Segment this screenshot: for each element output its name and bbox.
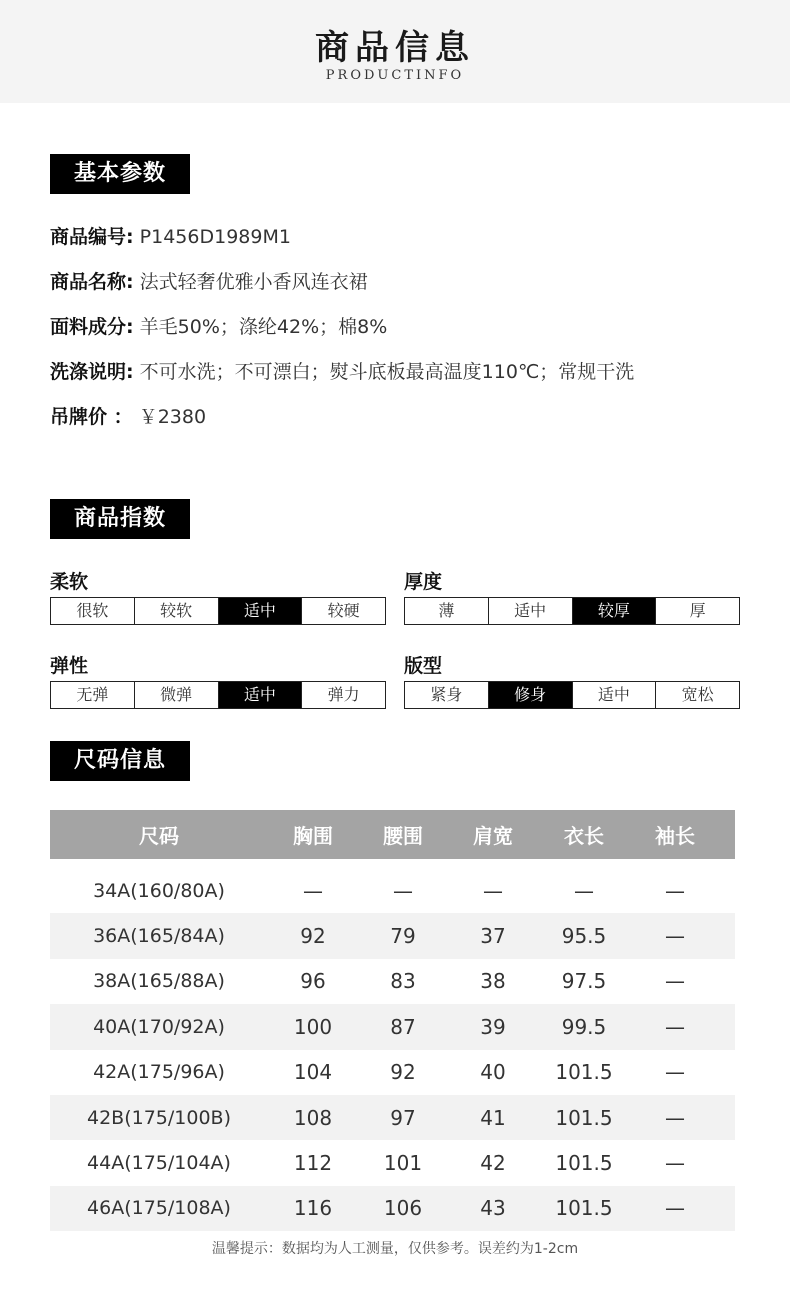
table-cell: 92 xyxy=(300,924,326,949)
section-title-basic: 基本参数 xyxy=(50,154,190,194)
table-cell: 39 xyxy=(480,1014,506,1039)
size-note: 温馨提示：数据均为人工测量，仅供参考。误差约为1-2cm xyxy=(211,1241,579,1257)
index-title-fit: 版型 xyxy=(404,655,443,677)
index-option: 适中 xyxy=(489,598,573,624)
table-cell: — xyxy=(665,1060,685,1085)
table-row xyxy=(50,1140,735,1185)
table-cell: 38A(165/88A) xyxy=(93,970,225,993)
index-option-selected: 适中 xyxy=(219,598,303,624)
param-label: 吊牌价 xyxy=(50,406,108,428)
table-cell: 100 xyxy=(293,1014,333,1039)
table-cell: — xyxy=(303,878,323,903)
column-header: 腰围 xyxy=(383,824,423,848)
param-label: 洗涤说明 xyxy=(50,361,127,383)
table-cell: 112 xyxy=(293,1151,333,1176)
column-header: 肩宽 xyxy=(473,824,513,848)
index-option: 很软 xyxy=(51,598,135,624)
index-option: 薄 xyxy=(405,598,489,624)
table-cell: 95.5 xyxy=(561,924,607,949)
param-sep: : xyxy=(126,226,134,248)
table-row xyxy=(50,959,735,1004)
index-option: 紧身 xyxy=(405,682,489,708)
param-value: ￥2380 xyxy=(138,406,207,428)
table-cell: 101 xyxy=(383,1151,423,1176)
index-bar-elasticity xyxy=(50,681,386,709)
table-cell: 41 xyxy=(480,1105,506,1130)
index-option: 较软 xyxy=(135,598,219,624)
column-header: 尺码 xyxy=(139,824,179,848)
table-cell: 34A(160/80A) xyxy=(93,879,225,902)
table-cell: 101.5 xyxy=(555,1151,613,1176)
size-table-header xyxy=(50,810,735,859)
param-value: 羊毛50%；涤纶42%；棉8% xyxy=(139,316,388,338)
table-cell: 43 xyxy=(480,1196,506,1221)
table-cell: 96 xyxy=(300,969,326,994)
table-cell: 99.5 xyxy=(561,1014,607,1039)
param-value: 不可水洗；不可漂白；熨斗底板最高温度110℃；常规干洗 xyxy=(139,361,635,383)
table-cell: — xyxy=(665,924,685,949)
table-cell: 37 xyxy=(480,924,506,949)
table-row xyxy=(50,1186,735,1231)
table-row xyxy=(50,913,735,958)
table-cell: 40 xyxy=(480,1060,506,1085)
page-title: 商品信息 xyxy=(315,28,475,68)
table-cell: 42A(175/96A) xyxy=(93,1061,225,1084)
param-sep: : xyxy=(126,361,134,383)
table-cell: 108 xyxy=(293,1105,333,1130)
table-row xyxy=(50,1004,735,1049)
index-option: 弹力 xyxy=(327,685,360,704)
column-header: 胸围 xyxy=(293,824,333,848)
index-option: 微弹 xyxy=(135,682,219,708)
table-cell: 83 xyxy=(390,969,416,994)
param-sep: : xyxy=(126,316,134,338)
index-bar-fit xyxy=(404,681,740,709)
index-title-elasticity: 弹性 xyxy=(50,655,89,677)
param-label: 面料成分 xyxy=(50,316,127,338)
index-option-selected: 修身 xyxy=(489,682,573,708)
column-header: 袖长 xyxy=(655,824,695,848)
table-cell: — xyxy=(665,878,685,903)
table-cell: 44A(175/104A) xyxy=(87,1152,231,1175)
table-row xyxy=(50,1095,735,1140)
index-option-selected: 较厚 xyxy=(573,598,657,624)
table-row xyxy=(50,1050,735,1095)
table-cell: 97.5 xyxy=(561,969,607,994)
table-cell: — xyxy=(665,1151,685,1176)
param-label: 商品编号 xyxy=(50,226,127,248)
param-row-name xyxy=(50,267,368,294)
table-cell: 101.5 xyxy=(555,1105,613,1130)
table-cell: 38 xyxy=(480,969,506,994)
section-title-index: 商品指数 xyxy=(50,499,190,539)
table-cell: 92 xyxy=(390,1060,416,1085)
param-row-fabric xyxy=(50,312,387,339)
table-cell: 116 xyxy=(293,1196,333,1221)
index-title-thickness: 厚度 xyxy=(404,571,443,593)
table-cell: — xyxy=(665,1014,685,1039)
table-cell: — xyxy=(665,1105,685,1130)
index-option: 宽松 xyxy=(681,685,714,704)
table-cell: 36A(165/84A) xyxy=(93,925,225,948)
index-option: 较硬 xyxy=(327,601,360,620)
table-cell: 97 xyxy=(390,1105,416,1130)
table-cell: 42 xyxy=(480,1151,506,1176)
index-option: 适中 xyxy=(573,682,657,708)
param-row-price xyxy=(50,402,206,429)
param-row-wash xyxy=(50,357,634,384)
table-cell: 104 xyxy=(293,1060,333,1085)
param-value: P1456D1989M1 xyxy=(139,226,291,248)
param-sep: : xyxy=(126,271,134,293)
table-cell: 87 xyxy=(390,1014,416,1039)
table-cell: 42B(175/100B) xyxy=(86,1106,231,1129)
column-header: 衣长 xyxy=(564,824,604,848)
index-option: 厚 xyxy=(689,601,706,620)
table-cell: 101.5 xyxy=(555,1060,613,1085)
table-cell: 106 xyxy=(383,1196,423,1221)
table-row xyxy=(50,868,735,913)
index-option-selected: 适中 xyxy=(219,682,303,708)
param-value: 法式轻奢优雅小香风连衣裙 xyxy=(139,271,368,293)
table-cell: — xyxy=(665,969,685,994)
table-cell: — xyxy=(574,878,594,903)
param-sep: ： xyxy=(107,406,133,428)
page-subtitle: PRODUCTINFO xyxy=(325,68,465,83)
index-bar-thickness xyxy=(404,597,740,625)
param-label: 商品名称 xyxy=(50,271,127,293)
table-cell: 40A(170/92A) xyxy=(93,1015,225,1038)
table-cell: 79 xyxy=(390,924,416,949)
index-title-softness: 柔软 xyxy=(50,571,89,593)
index-option: 无弹 xyxy=(51,682,135,708)
table-cell: — xyxy=(483,878,503,903)
table-cell: — xyxy=(393,878,413,903)
size-table xyxy=(50,810,735,1231)
param-row-sku xyxy=(50,222,291,249)
index-bar-softness xyxy=(50,597,386,625)
section-title-size: 尺码信息 xyxy=(50,741,190,781)
table-cell: 101.5 xyxy=(555,1196,613,1221)
table-cell: — xyxy=(665,1196,685,1221)
table-cell: 46A(175/108A) xyxy=(87,1197,231,1220)
